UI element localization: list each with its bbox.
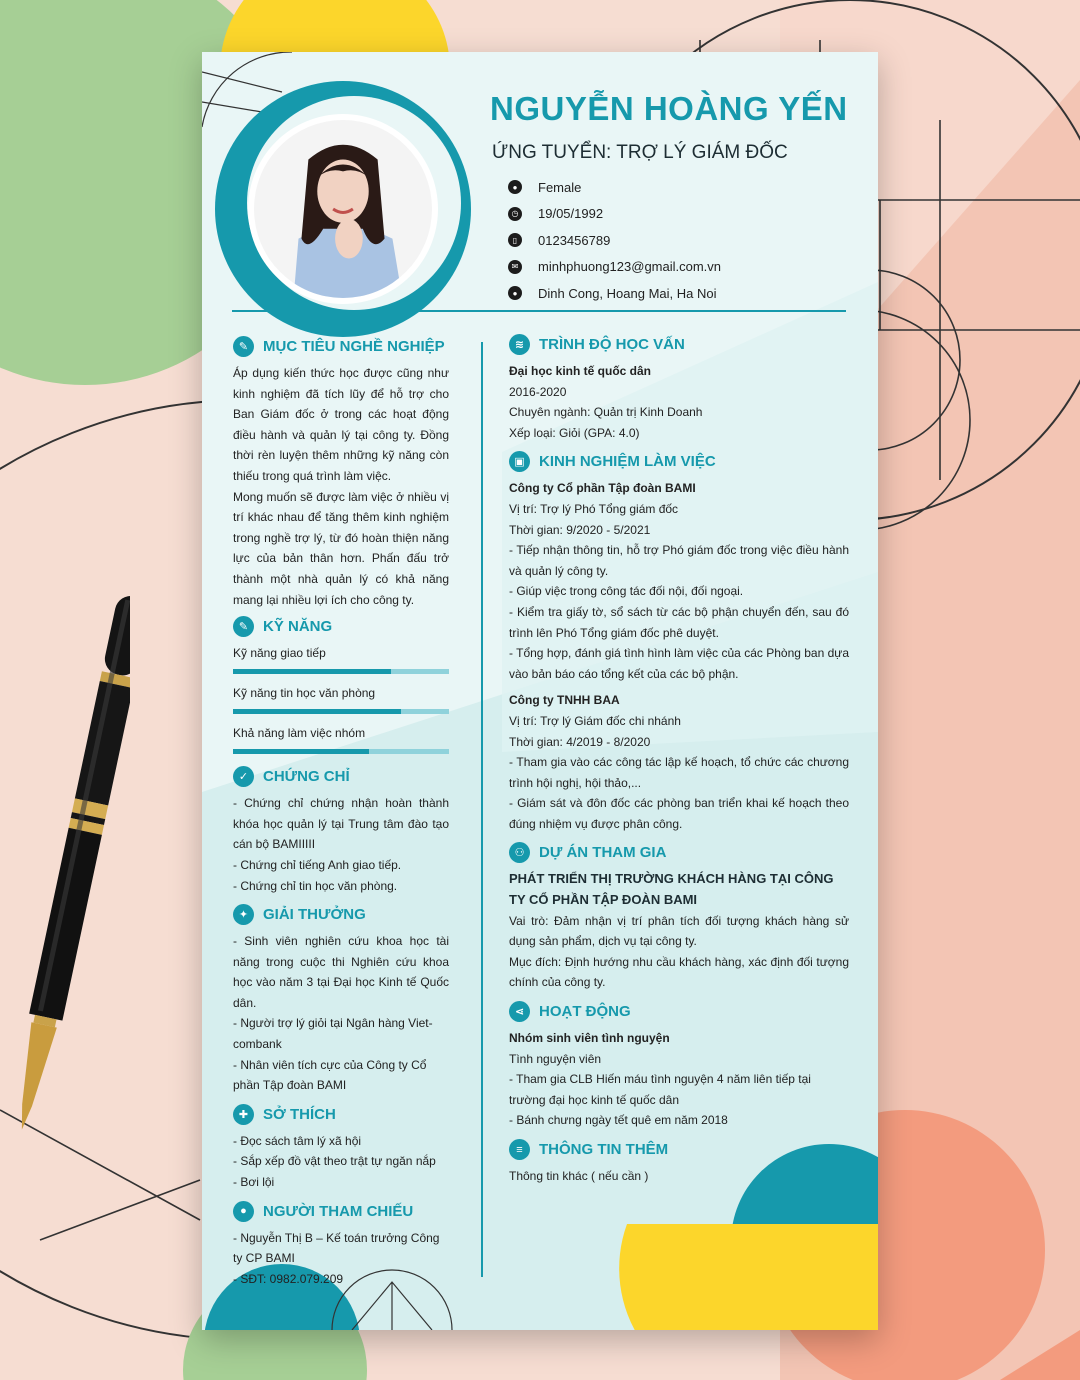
project-goal: Mục đích: Định hướng nhu cầu khách hàng, xác định đối tượng chính của công ty. (509, 954, 849, 990)
extra-info-heading (509, 1139, 849, 1160)
profile-photo-frame (248, 114, 438, 304)
person-icon: ● (233, 1201, 254, 1222)
extra-info-title: THÔNG TIN THÊM (539, 1141, 669, 1158)
skill-bar-fill (233, 669, 391, 674)
contact-gender (508, 174, 721, 201)
references-heading (233, 1201, 449, 1222)
resume-sheet (202, 52, 878, 1330)
job-duty: - Kiểm tra giấy tờ, sổ sách từ các bộ phận chuyển đến, sau đó trình lên Phó Tổng giám đốc phê duyệt. (509, 604, 849, 640)
job-role: Vị trí: Trợ lý Phó Tổng giám đốc (509, 501, 679, 516)
reference-line: - Nguyễn Thị B – Kế toán trưởng Công ty CP BAMI (233, 1230, 440, 1266)
education-grade: Xếp loại: Giỏi (GPA: 4.0) (509, 425, 640, 440)
certificate-line: - Chứng chỉ tin học văn phòng. (233, 878, 398, 893)
column-divider (481, 342, 483, 1277)
share-icon: ⋖ (509, 1001, 530, 1022)
objective-heading (233, 336, 449, 357)
contact-phone-text: 0123456789 (538, 232, 611, 248)
layers-icon: ≋ (509, 334, 530, 355)
skill-bar (233, 709, 449, 714)
group-icon: ⚇ (509, 842, 530, 863)
candidate-name: NGUYỄN HOÀNG YẾN (490, 90, 848, 127)
awards-heading (233, 904, 449, 925)
hobby-line: - Bơi lội (233, 1175, 275, 1190)
job-duty: - Tổng hợp, đánh giá tình hình làm việc của các Phòng ban dựa vào bản báo cáo tổng kết của các bộ phận. (509, 646, 849, 681)
activity-group: Nhóm sinh viên tình nguyện (509, 1031, 670, 1046)
certificates-heading (233, 766, 449, 787)
gamepad-icon: ✚ (233, 1104, 254, 1125)
projects-title: DỰ ÁN THAM GIA (539, 844, 667, 862)
document-icon: ≡ (509, 1139, 530, 1160)
certificates-title: CHỨNG CHỈ (263, 768, 350, 786)
job-time: Thời gian: 9/2020 - 5/2021 (509, 522, 651, 537)
contact-gender-text: Female (538, 179, 582, 195)
right-column (509, 334, 849, 1187)
objective-paragraph-1: Áp dụng kiến thức học được cũng như kinh nghiệm đã tích lũy để hỗ trợ cho Ban Giám đốc ở trong các hoạt động điều hành và quản lý tại công ty. Đồng thời rèn luyện thêm những kỹ năng còn thiếu trong quá trình làm việc. (233, 366, 449, 483)
extra-info-text: Thông tin khác ( nếu cần ) (509, 1169, 649, 1183)
reference-line: - SĐT: 0982.079.209 (233, 1271, 344, 1286)
activity-role: Tình nguyện viên (509, 1051, 602, 1066)
profile-photo (254, 120, 432, 298)
project-name: PHÁT TRIỂN THỊ TRƯỜNG KHÁCH HÀNG TẠI CÔNG TY CỔ PHẦN TẬP ĐOÀN BAMI (509, 871, 834, 908)
objective-paragraph-2: Mong muốn sẽ được làm việc ở nhiều vị trí khác nhau để tăng thêm kinh nghiệm trong nghề trợ lý, từ đó hoàn thiện năng lực của bản thân hơn. Phấn đấu trở thành một nhà quản lý có khả năng mang lại nhiều lợi ích cho công ty. (233, 489, 449, 607)
education-years: 2016-2020 (509, 384, 567, 399)
job-company: Công ty TNHH BAA (509, 693, 620, 708)
left-column (233, 336, 449, 1289)
certificate-line: - Chứng chỉ chứng nhận hoàn thành khóa học quản lý tại Trung tâm đào tạo cán bộ BAMIIIII (233, 796, 449, 852)
experience-heading (509, 451, 849, 472)
job-duty: - Tiếp nhận thông tin, hỗ trợ Phó giám đốc trong việc điều hành và quản lý công ty. (509, 543, 849, 578)
references-title: NGƯỜI THAM CHIẾU (263, 1202, 414, 1220)
fountain-pen-image (20, 590, 130, 1150)
skill-label: Khả năng làm việc nhóm (233, 726, 366, 741)
skill-bar-fill (233, 709, 401, 714)
award-line: - Nhân viên tích cực của Công ty Cổ phần Tập đoàn BAMI (233, 1057, 427, 1093)
user-icon: ● (508, 180, 522, 194)
location-icon: ● (508, 286, 522, 300)
skill-item (233, 683, 449, 714)
contact-address (508, 280, 721, 307)
job-duty: - Giúp việc trong công tác đối nội, đối ngoại. (509, 584, 744, 599)
job-company: Công ty Cổ phần Tập đoàn BAMI (509, 481, 696, 496)
clock-icon: ◷ (508, 207, 522, 221)
certificate-line: - Chứng chỉ tiếng Anh giao tiếp. (233, 857, 402, 872)
phone-icon: ▯ (508, 233, 522, 247)
skill-bar (233, 749, 449, 754)
contact-email-text: minhphuong123@gmail.com.vn (538, 259, 722, 275)
activity-line: - Bánh chưng ngày tết quê em năm 2018 (509, 1113, 728, 1128)
activities-title: HOẠT ĐỘNG (539, 1003, 631, 1021)
skill-label: Kỹ năng giao tiếp (233, 646, 326, 661)
mail-icon: ✉ (508, 260, 522, 274)
checkmark-icon: ✓ (233, 766, 254, 787)
contact-email (508, 254, 721, 281)
pencil-icon: ✎ (233, 616, 254, 637)
awards-title: GIẢI THƯỞNG (263, 906, 366, 924)
education-school: Đại học kinh tế quốc dân (509, 364, 652, 378)
applied-position: ỨNG TUYỂN: TRỢ LÝ GIÁM ĐỐC (492, 142, 788, 163)
hobbies-heading (233, 1104, 449, 1125)
objective-title: MỤC TIÊU NGHỀ NGHIỆP (263, 338, 445, 355)
skill-item (233, 643, 449, 674)
education-heading (509, 334, 849, 355)
job-time: Thời gian: 4/2019 - 8/2020 (509, 734, 651, 749)
hobby-line: - Đọc sách tâm lý xã hội (233, 1133, 362, 1148)
skill-item (233, 723, 449, 754)
skill-bar (233, 669, 449, 674)
experience-title: KINH NGHIỆM LÀM VIỆC (539, 453, 716, 471)
skills-title: KỸ NĂNG (263, 618, 333, 636)
award-line: - Sinh viên nghiên cứu khoa học tài năng trong cuộc thi Nghiên cứu khoa học vào năm 3 tại Đại học Kinh tế Quốc dân. (233, 934, 449, 1010)
education-major: Chuyên ngành: Quản trị Kinh Doanh (509, 405, 703, 420)
skills-heading (233, 616, 449, 637)
award-line: - Người trợ lý giỏi tại Ngân hàng Viet-combank (233, 1016, 433, 1052)
contact-phone (508, 227, 721, 254)
project-role: Vai trò: Đảm nhận vị trí phân tích đối tượng khách hàng sử dụng sản phẩm, dịch vụ tại công ty. (509, 913, 849, 949)
job-duty: - Tham gia vào các công tác lập kế hoạch, tổ chức các chương trình hội nghị, hội thảo,... (509, 755, 849, 790)
projects-heading (509, 842, 849, 863)
header-divider (232, 310, 846, 312)
lightbulb-icon: ✦ (233, 904, 254, 925)
contact-address-text: Dinh Cong, Hoang Mai, Ha Noi (538, 285, 717, 301)
contact-list (508, 174, 721, 307)
job-role: Vị trí: Trợ lý Giám đốc chi nhánh (509, 713, 681, 728)
skill-bar-fill (233, 749, 369, 754)
pin-icon: ✎ (233, 336, 254, 357)
activity-line: - Tham gia CLB Hiến máu tình nguyện 4 năm liên tiếp tại trường đại học kinh tế quốc dân (509, 1072, 811, 1107)
contact-birthday (508, 201, 721, 228)
hobbies-title: SỞ THÍCH (263, 1105, 336, 1123)
briefcase-icon: ▣ (509, 451, 530, 472)
activities-heading (509, 1001, 849, 1022)
skill-label: Kỹ năng tin học văn phòng (233, 686, 376, 701)
contact-birthday-text: 19/05/1992 (538, 206, 604, 222)
education-title: TRÌNH ĐỘ HỌC VẤN (539, 336, 685, 353)
job-duty: - Giám sát và đôn đốc các phòng ban triển khai kế hoạch theo đúng nhiệm vụ được phân công. (509, 796, 849, 831)
hobby-line: - Sắp xếp đồ vật theo trật tự ngăn nắp (233, 1154, 436, 1169)
